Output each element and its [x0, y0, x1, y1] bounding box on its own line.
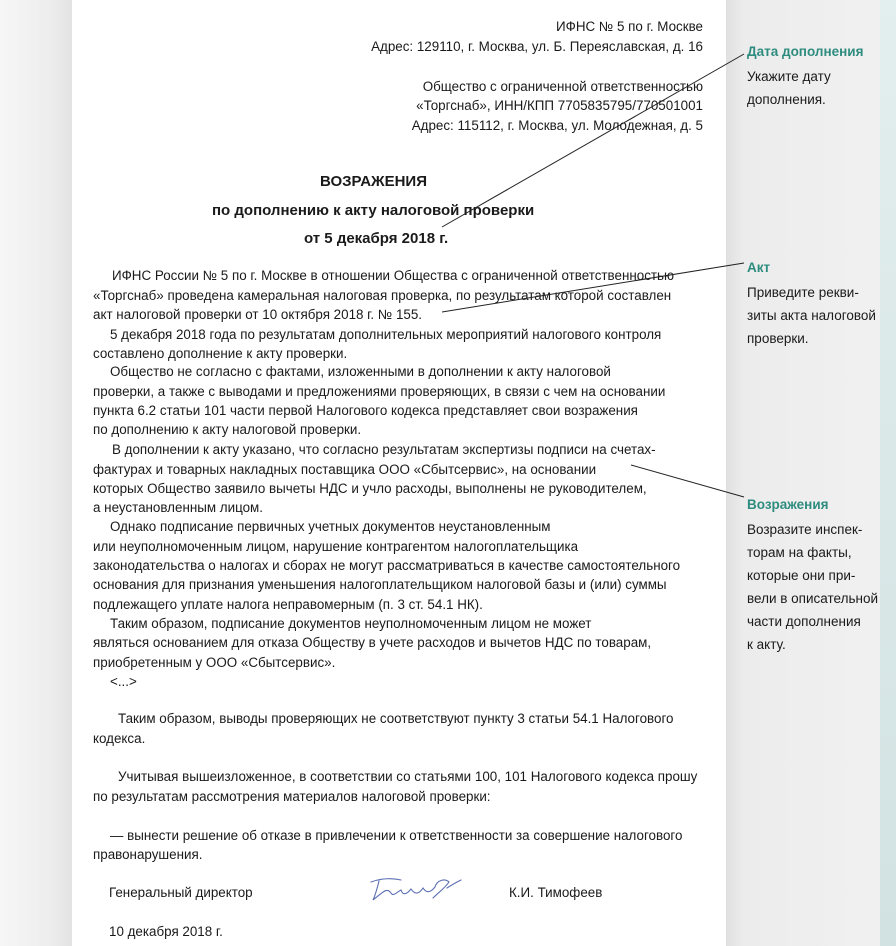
body-line: кодекса. [93, 731, 146, 746]
body-line: 5 декабря 2018 года по результатам дополнительных мероприятий налогового контроля [110, 327, 662, 342]
body-line: основания для признания уменьшения налогоплательщиком налоговой базы и (или) суммы [93, 577, 667, 592]
body-line: Учитывая вышеизложенное, в соответствии со статьями 100, 101 Налогового кодекса прошу [118, 769, 698, 784]
annotation-title-act: Акт [747, 260, 771, 275]
body-line: Таким образом, выводы проверяющих не соответствуют пункту 3 статьи 54.1 Налогового [118, 711, 674, 726]
sender-address: Адрес: 115112, г. Москва, ул. Молодежная, д. 5 [411, 118, 703, 133]
body-line: по результатам рассмотрения материалов налоговой проверки: [93, 789, 491, 804]
ellipsis-marker: <...> [110, 674, 137, 689]
body-line: Таким образом, подписание документов неуполномоченным лицом не может [110, 616, 592, 631]
body-line: фактурах и товарных накладных поставщика ООО «Сбытсервис», на основании [93, 462, 597, 477]
body-line: акт налоговой проверки от 10 октября 2018 г. № 155. [93, 307, 423, 322]
body-line: которых Общество заявило вычеты НДС и учло расходы, выполнены не руководителем, [93, 481, 647, 496]
annotation-text: Укажите дату [747, 69, 831, 84]
sender-line-1: Общество с ограниченной ответственностью [422, 79, 703, 94]
body-line: приобретенным у ООО «Сбытсервис». [93, 655, 336, 670]
annotation-text: проверки. [747, 331, 809, 346]
leader-line-objections [631, 465, 744, 497]
sender-line-2: «Торгснаб», ИНН/КПП 7705835795/770501001 [416, 98, 703, 113]
body-line: или неуполномоченным лицом, нарушение контрагентом налогоплательщика [93, 539, 579, 554]
annotation-text: Возразите инспек- [747, 522, 863, 537]
recipient-address: Адрес: 129110, г. Москва, ул. Б. Переяславская, д. 16 [371, 39, 703, 54]
annotation-text: дополнения. [747, 92, 826, 107]
document-date: от 5 декабря 2018 г. [304, 230, 449, 247]
annotation-text: части дополнения [747, 614, 861, 629]
annotation-text: торам на факты, [747, 545, 852, 560]
annotation-title-date: Дата дополнения [747, 44, 864, 59]
document-subtitle: по дополнению к акту налоговой проверки [212, 202, 535, 219]
body-line: «Торгснаб» проведена камеральная налоговая проверка, по результатам которой составлен [93, 288, 672, 303]
body-line: составлено дополнение к акту проверки. [93, 346, 348, 361]
body-line: а неустановленным лицом. [93, 500, 263, 515]
body-line: Общество не согласно с фактами, изложенными в дополнении к акту налоговой [110, 364, 611, 379]
body-line: пункта 6.2 статьи 101 части первой Налогового кодекса представляет свои возражения [93, 403, 638, 418]
annotation-text: зиты акта налоговой [747, 308, 876, 323]
signer-name: К.И. Тимофеев [509, 885, 603, 900]
document-title: ВОЗРАЖЕНИЯ [320, 173, 427, 190]
body-line: В дополнении к акту указано, что согласно результатам экспертизы подписи на счетах- [112, 442, 656, 457]
annotation-text: к акту. [747, 637, 786, 652]
signer-position: Генеральный директор [109, 885, 253, 900]
body-line: — вынести решение об отказе в привлечении к ответственности за совершение налогового [110, 828, 683, 843]
leader-line-act [442, 263, 744, 312]
signature-date: 10 декабря 2018 г. [109, 924, 223, 939]
annotation-text: вели в описательной [747, 591, 878, 606]
body-line: правонарушения. [93, 847, 203, 862]
annotation-title-objections: Возражения [747, 497, 829, 512]
body-line: подлежащего уплате налога неправомерным (п. 3 ст. 54.1 НК). [93, 597, 483, 612]
recipient: ИФНС № 5 по г. Москве [556, 19, 703, 34]
body-line: законодательства о налогах и сборах не могут рассматриваться в качестве самостоятельного [93, 558, 681, 573]
annotation-text: Приведите рекви- [747, 285, 859, 300]
body-line: проверки, а также с выводами и предложениями проверяющих, в связи с чем на основании [93, 384, 666, 399]
body-line: по дополнению к акту налоговой проверки. [93, 422, 362, 437]
body-line: являться основанием для отказа Обществу в учете расходов и вычетов НДС по товарам, [93, 635, 652, 650]
body-line: Однако подписание первичных учетных документов неустановленным [110, 519, 551, 534]
leader-line-date [442, 54, 744, 227]
body-line: ИФНС России № 5 по г. Москве в отношении Общества с ограниченной ответственностью [112, 268, 675, 283]
annotation-text: которые они при- [747, 568, 856, 583]
